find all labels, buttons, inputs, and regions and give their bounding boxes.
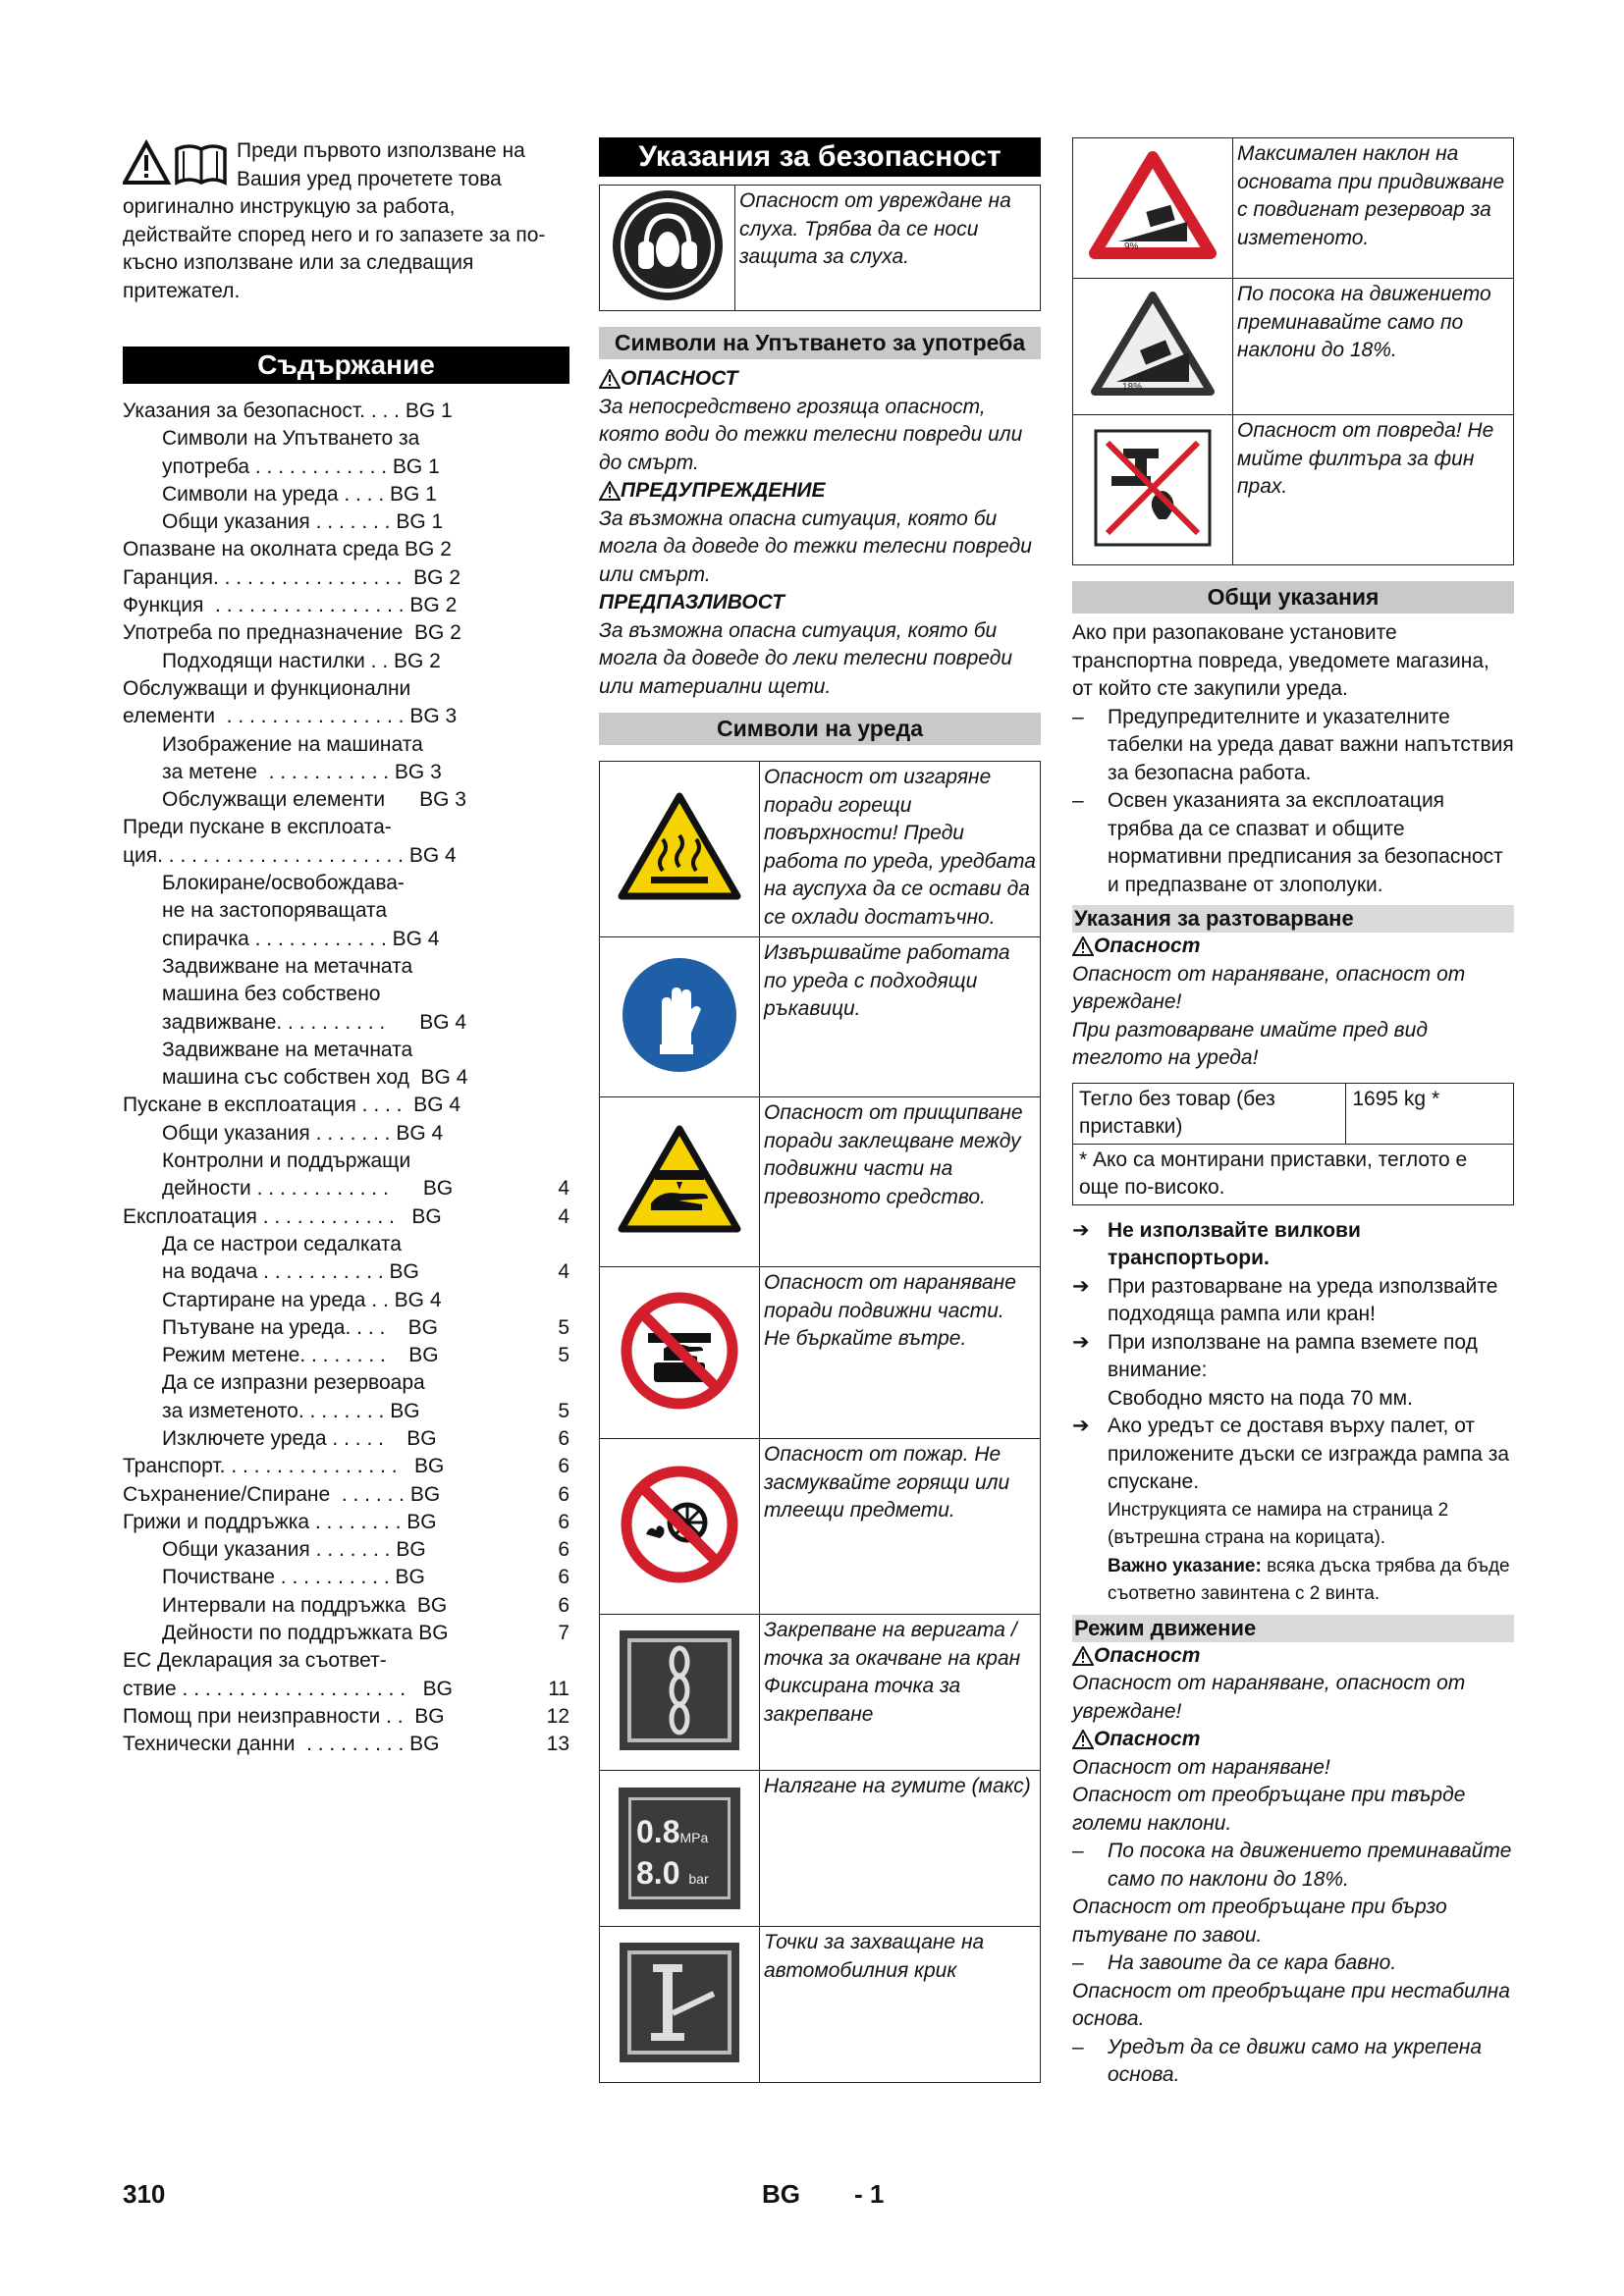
weight-note: * Ако са монтирани приставки, теглото е още по-високо. xyxy=(1073,1144,1514,1204)
warning-manual-icon xyxy=(123,139,229,188)
toc-entry xyxy=(123,1037,569,1064)
toc-entry xyxy=(123,675,569,703)
toc-entry-title: Блокиране/освобождава- xyxy=(162,872,405,895)
tyre-pressure-icon xyxy=(600,1771,760,1927)
intro-line-1: Преди първото използване на xyxy=(237,139,525,162)
warning-triangle-icon xyxy=(1072,1730,1094,1749)
warning-triangle-icon xyxy=(599,369,621,389)
arrow-item-text: При използване на рампа вземете под внимание: Свободно място на пода 70 мм. xyxy=(1108,1330,1478,1410)
footer-lang: BG xyxy=(762,2179,800,2209)
toc-entry-page: 6 xyxy=(558,1426,569,1450)
toc-entry xyxy=(123,1676,569,1703)
symbol-text-crush: Опасност от прищипване поради заклещване между подвижни части на превозното средство. xyxy=(760,1097,1041,1267)
toc-entry xyxy=(123,564,569,592)
toc-entry xyxy=(123,1231,569,1258)
drive-bullet-text: На завоите да се кара бавно. xyxy=(1108,1951,1397,1974)
symbol-text-gloves: Извършвайте работата по уреда с подходящи ръкавици. xyxy=(760,937,1041,1097)
slope-badge-18: 18% xyxy=(1122,381,1143,393)
symbol-row-tyre-pressure xyxy=(600,1771,1041,1927)
drive-bullet: – На завоите да се кара бавно. xyxy=(1072,1949,1514,1978)
page-number: 310 xyxy=(123,2179,166,2209)
symbol-row-max-slope xyxy=(1073,138,1514,279)
pressure-bar-value: 8.0 xyxy=(636,1855,680,1891)
toc-entry-title: Дейности по поддръжката BG xyxy=(162,1622,449,1645)
toc-entry xyxy=(123,1314,569,1342)
toc-entry-title: Обслужващи елементи BG 3 xyxy=(162,788,466,812)
toc-entry xyxy=(123,1092,569,1119)
toc-entry xyxy=(123,842,569,870)
toc-entry-title: Преди пускане в експлоата- xyxy=(123,816,392,839)
footer-subpage: - 1 xyxy=(854,2179,885,2209)
toc-entry xyxy=(123,897,569,925)
toc-entry-title: Символи на Упътването за xyxy=(162,427,420,451)
warning-label: ПРЕДУПРЕЖДЕНИЕ xyxy=(621,479,826,502)
no-wash-filter-icon xyxy=(1073,415,1233,565)
arrow-icon: ➔ xyxy=(1072,1415,1090,1437)
column-right xyxy=(1072,137,1514,2090)
toc-entry-title: Пускане в експлоатация . . . . BG 4 xyxy=(123,1094,461,1117)
toc-entry-page: 6 xyxy=(558,1566,569,1589)
unload-instructions xyxy=(1072,1217,1514,1609)
manual-symbols-title: Символи на Упътването за употреба xyxy=(599,327,1041,359)
toc-entry-title: ствие . . . . . . . . . . . . . . . . . . . . BG xyxy=(123,1677,453,1700)
toc-entry-title: Задвижване на метачната xyxy=(162,1038,413,1061)
general-notes-text: Ако при разопаковане установите транспортна повреда, уведомете магазина, от който сте закупили уреда. xyxy=(1072,621,1489,700)
toc-entry-title: задвижване. . . . . . . . . . BG 4 xyxy=(162,1010,467,1034)
symbol-text-tyre-pressure: Налягане на гумите (макс) xyxy=(760,1771,1041,1927)
toc-entry-page: 11 xyxy=(548,1677,569,1700)
toc-entry-title: спирачка . . . . . . . . . . . . BG 4 xyxy=(162,927,440,950)
toc-entry-title: Помощ при неизправности . . BG xyxy=(123,1704,445,1728)
toc-entry xyxy=(123,1120,569,1148)
toc-entry-title: Съхранение/Спиране . . . . . . BG xyxy=(123,1482,441,1506)
symbol-text-no-wash-filter: Опасност от повреда! Не мийте филтъра за фин прах. xyxy=(1233,415,1514,565)
toc-entry xyxy=(123,1009,569,1037)
general-bullet: – Освен указанията за експлоатация трябва да се спазват и общите нормативни предписания за безопасност и предпазване от злополуки. xyxy=(1072,787,1514,899)
table-of-contents xyxy=(123,398,569,1759)
symbol-text-chain: Закрепване на веригата / точка за окачване на кран Фиксирана точка за закрепване xyxy=(760,1615,1041,1771)
toc-entry xyxy=(123,814,569,841)
device-symbols-table xyxy=(599,761,1041,2083)
toc-entry-title: Изображение на машината xyxy=(162,732,423,756)
toc-entry-title: машина без собствено xyxy=(162,983,381,1006)
drive-bullet-text: По посока на движението преминавайте само по наклони до 18%. xyxy=(1108,1840,1512,1891)
arrow-icon: ➔ xyxy=(1072,1218,1090,1242)
toc-entry-page: 4 xyxy=(558,1204,569,1228)
gloves-icon xyxy=(600,937,760,1097)
toc-entry xyxy=(123,703,569,730)
toc-entry xyxy=(123,1342,569,1369)
toc-entry xyxy=(123,1064,569,1092)
weight-value: 1695 kg * xyxy=(1346,1083,1514,1144)
unload-danger-label: Опасност xyxy=(1094,934,1201,957)
symbol-row-chain xyxy=(600,1615,1041,1771)
drive-danger-text: Опасност от нараняване, опасност от увреждане! xyxy=(1072,1672,1466,1723)
drive-bullet: – По посока на движението преминавайте само по наклони до 18%. xyxy=(1072,1838,1514,1894)
toc-entry-page: 5 xyxy=(558,1399,569,1422)
danger-label: ОПАСНОСТ xyxy=(621,367,738,390)
warning-heading xyxy=(599,477,1041,506)
caution-text: За възможна опасна ситуация, която би могла да доведе до леки телесни повреди или материални щети. xyxy=(599,618,1013,698)
hearing-protection-table xyxy=(599,185,1041,311)
symbol-text-hot-surface: Опасност от изгаряне поради горещи повърхности! Преди работа по уреда, уредбата на ауспуха да се остави да се охлади достатъчно. xyxy=(760,762,1041,937)
important-text: всяка дъска трябва да бъде съответно завинтена с 2 винта. xyxy=(1108,1555,1510,1604)
hearing-protection-icon xyxy=(600,186,735,311)
unload-title: Указания за разтоварване xyxy=(1072,905,1514,933)
symbol-text-moving-parts: Опасност от нараняване поради подвижни части. Не бъркайте вътре. xyxy=(760,1267,1041,1439)
drive-line: Опасност от преобръщане при нестабилна основа. xyxy=(1072,1979,1510,2030)
toc-entry xyxy=(123,619,569,647)
drive-bullet-text: Уредът да се движи само на укрепена основа. xyxy=(1108,2035,1483,2086)
toc-entry-title: Да се настрои седалката xyxy=(162,1232,402,1255)
toc-entry-page: 6 xyxy=(558,1482,569,1506)
hearing-protection-text: Опасност от увреждане на слуха. Трябва да се носи защита за слуха. xyxy=(735,186,1041,311)
toc-entry xyxy=(123,1258,569,1286)
toc-entry xyxy=(123,1287,569,1314)
symbol-row-jack xyxy=(600,1927,1041,2083)
toc-entry-page: 6 xyxy=(558,1455,569,1478)
drive-lines xyxy=(1072,1754,1514,2090)
toc-entry xyxy=(123,536,569,563)
symbol-text-jack: Точки за захващане на автомобилния крик xyxy=(760,1927,1041,2083)
toc-entry xyxy=(123,648,569,675)
unload-danger-heading xyxy=(1072,933,1514,961)
drive-danger-label: Опасност xyxy=(1094,1643,1201,1667)
toc-entry-page: 4 xyxy=(558,1260,569,1284)
arrow-item-text: Ако уредът се доставя върху палет, от приложените дъски се изгражда рампа за спускане. xyxy=(1108,1415,1510,1493)
intro-block xyxy=(123,137,569,305)
toc-entry-title: машина със собствен ход BG 4 xyxy=(162,1066,468,1090)
safety-title: Указания за безопасност xyxy=(599,137,1041,177)
toc-entry xyxy=(123,759,569,786)
weight-table xyxy=(1072,1083,1514,1205)
toc-entry xyxy=(123,731,569,759)
unload-danger-text: Опасност от нараняване, опасност от увреждане! При разтоварване имайте пред вид теглото на уреда! xyxy=(1072,962,1466,1069)
no-burning-objects-icon xyxy=(600,1439,760,1615)
toc-entry xyxy=(123,1564,569,1591)
chain-attachment-icon xyxy=(600,1615,760,1771)
toc-entry-title: Грижи и поддръжка . . . . . . . . BG xyxy=(123,1510,437,1533)
drive-danger2-label: Опасност xyxy=(1094,1728,1201,1750)
pressure-bar-unit: bar xyxy=(688,1871,709,1887)
toc-entry xyxy=(123,1703,569,1731)
column-middle xyxy=(599,137,1041,2083)
symbol-row-slope-18 xyxy=(1073,279,1514,415)
symbol-row-hot-surface xyxy=(600,762,1041,937)
warning-triangle-icon xyxy=(599,481,621,501)
symbol-text-fire: Опасност от пожар. Не засмуквайте горящи или тлеещи предмети. xyxy=(760,1439,1041,1615)
arrow-item-text: При разтоварване на уреда използвайте подходяща рампа или кран! xyxy=(1108,1274,1498,1325)
toc-entry-title: Опазване на околната среда BG 2 xyxy=(123,538,452,561)
general-bullet: – Предупредителните и указателните табелки на уреда дават важни напътствия за безопасна работа. xyxy=(1072,704,1514,788)
slope-symbols-table xyxy=(1072,137,1514,565)
arrow-item-text: Не използвайте вилкови транспортьори. xyxy=(1108,1218,1361,1269)
toc-entry xyxy=(123,1509,569,1536)
symbol-text-slope-18: По посока на движението преминавайте само по наклони до 18%. xyxy=(1233,279,1514,415)
toc-entry xyxy=(123,1731,569,1758)
toc-entry-title: Да се изпразни резервоара xyxy=(162,1371,425,1395)
symbol-text-max-slope: Максимален наклон на основата при придвижване с повдигнат резервоар за изметеното. xyxy=(1233,138,1514,279)
toc-entry-page: 13 xyxy=(546,1733,569,1756)
drive-title: Режим движение xyxy=(1072,1615,1514,1642)
toc-entry xyxy=(123,508,569,536)
toc-entry-title: Общи указания . . . . . . . BG 1 xyxy=(162,510,444,534)
toc-entry-page: 7 xyxy=(558,1622,569,1645)
toc-entry-title: Режим метене. . . . . . . . BG xyxy=(162,1344,439,1367)
jack-point-icon xyxy=(600,1927,760,2083)
toc-entry-title: Експлоатация . . . . . . . . . . . . BG xyxy=(123,1204,442,1228)
warning-triangle-icon xyxy=(1072,936,1094,956)
toc-entry-title: Интервали на поддръжка BG xyxy=(162,1593,448,1617)
general-notes-title: Общи указания xyxy=(1072,581,1514,614)
arrow-item xyxy=(1072,1329,1514,1414)
toc-entry xyxy=(123,1175,569,1202)
caution-label: ПРЕДПАЗЛИВОСТ xyxy=(599,591,785,614)
no-reach-icon xyxy=(600,1267,760,1439)
pressure-mpa-value: 0.8 xyxy=(636,1814,680,1849)
toc-entry-page: 6 xyxy=(558,1538,569,1562)
toc-entry-title: Гаранция. . . . . . . . . . . . . . . . . BG 2 xyxy=(123,565,461,589)
toc-entry-title: Функция . . . . . . . . . . . . . . . . . BG 2 xyxy=(123,594,458,617)
arrow-item xyxy=(1072,1217,1514,1273)
symbol-row-fire xyxy=(600,1439,1041,1615)
toc-entry xyxy=(123,425,569,453)
toc-entry xyxy=(123,454,569,481)
crush-hazard-icon xyxy=(600,1097,760,1267)
drive-bullet: – Уредът да се движи само на укрепена основа. xyxy=(1072,2034,1514,2090)
toc-entry-page: 6 xyxy=(558,1510,569,1533)
toc-entry-title: Технически данни . . . . . . . . . BG xyxy=(123,1733,440,1756)
drive-line: Опасност от преобръщане при бързо пътуване по завои. xyxy=(1072,1896,1447,1947)
arrow-item xyxy=(1072,1273,1514,1329)
symbol-row-moving-parts xyxy=(600,1267,1041,1439)
arrow-icon: ➔ xyxy=(1072,1330,1090,1354)
toc-entry xyxy=(123,786,569,814)
important-label: Важно указание: xyxy=(1108,1555,1262,1576)
toc-entry-title: на водача . . . . . . . . . . . BG xyxy=(162,1260,419,1284)
intro-line-2: Вашия уред прочетете това xyxy=(237,167,502,190)
toc-entry xyxy=(123,1453,569,1480)
toc-entry-title: Символи на уреда . . . . BG 1 xyxy=(162,482,437,506)
toc-entry-title: Обслужващи и функционални xyxy=(123,676,411,700)
toc-entry xyxy=(123,1481,569,1509)
toc-title: Съдържание xyxy=(123,347,569,384)
toc-entry xyxy=(123,1620,569,1647)
symbol-row-crush xyxy=(600,1097,1041,1267)
toc-entry xyxy=(123,1536,569,1564)
danger-heading xyxy=(599,365,1041,394)
column-left xyxy=(123,137,569,1759)
toc-entry-title: Подходящи настилки . . BG 2 xyxy=(162,649,441,672)
toc-entry-title: Стартиране на уреда . . BG 4 xyxy=(162,1288,442,1311)
drive-line: Опасност от преобръщане при твърде големи наклони. xyxy=(1072,1784,1466,1835)
toc-entry xyxy=(123,1203,569,1231)
danger-text: За непосредствено грозяща опасност, която води до тежки телесни повреди или до смърт. xyxy=(599,395,1023,474)
toc-entry-title: Транспорт. . . . . . . . . . . . . . . . BG xyxy=(123,1455,445,1478)
toc-entry-title: Употреба по предназначение BG 2 xyxy=(123,621,461,645)
weight-label: Тегло без товар (без приставки) xyxy=(1073,1083,1346,1144)
pressure-mpa-unit: MPa xyxy=(679,1830,709,1845)
toc-entry-title: Указания за безопасност. . . . BG 1 xyxy=(123,400,453,422)
general-bullet-text: Предупредителните и указателните табелки на уреда дават важни напътствия за безопасна работа. xyxy=(1108,705,1514,784)
toc-entry-title: Общи указания . . . . . . . BG xyxy=(162,1538,426,1562)
arrow-item xyxy=(1072,1413,1514,1497)
drive-line: Опасност от нараняване! xyxy=(1072,1755,1330,1779)
toc-entry-title: дейности . . . . . . . . . . . . BG xyxy=(162,1177,454,1201)
device-symbols-title: Символи на уреда xyxy=(599,713,1041,745)
toc-entry xyxy=(123,1148,569,1175)
toc-entry xyxy=(123,926,569,953)
toc-entry xyxy=(123,1592,569,1620)
drive-danger2-heading xyxy=(1072,1726,1514,1754)
toc-entry-page: 12 xyxy=(546,1704,569,1728)
warning-text: За възможна опасна ситуация, която би могла да доведе до тежки телесни повреди или смърт. xyxy=(599,507,1032,586)
toc-entry-title: Контролни и поддържащи xyxy=(162,1149,411,1173)
toc-entry xyxy=(123,953,569,981)
toc-entry-page: 6 xyxy=(558,1593,569,1617)
toc-entry xyxy=(123,1647,569,1675)
symbol-row-no-wash-filter xyxy=(1073,415,1514,565)
slope-badge-9: 9% xyxy=(1124,240,1139,252)
slope-9-icon xyxy=(1073,138,1233,279)
toc-entry-title: елементи . . . . . . . . . . . . . . . . BG 3 xyxy=(123,705,458,728)
drive-danger-heading xyxy=(1072,1642,1514,1671)
arrow-icon: ➔ xyxy=(1072,1274,1090,1298)
toc-entry-title: Почистване . . . . . . . . . . BG xyxy=(162,1566,425,1589)
toc-entry-title: Изключете уреда . . . . . BG xyxy=(162,1426,437,1450)
toc-entry xyxy=(123,1425,569,1453)
toc-entry-title: ЕС Декларация за съответ- xyxy=(123,1649,387,1673)
warning-triangle-icon xyxy=(1072,1646,1094,1666)
toc-entry xyxy=(123,1369,569,1397)
intro-text: оригинално инструкцую за работа, действайте според него и го запазете за по-късно използване или за следващия притежател. xyxy=(123,195,546,302)
toc-entry xyxy=(123,592,569,619)
toc-entry xyxy=(123,398,569,425)
toc-entry-title: Общи указания . . . . . . . BG 4 xyxy=(162,1121,444,1145)
symbol-row-gloves xyxy=(600,937,1041,1097)
toc-entry-title: за изметеното. . . . . . . . BG xyxy=(162,1399,420,1422)
toc-entry-title: не на застопоряващата xyxy=(162,899,388,923)
toc-entry-title: ция. . . . . . . . . . . . . . . . . . . . . . BG 4 xyxy=(123,843,457,867)
hot-surface-icon xyxy=(600,762,760,937)
toc-entry-title: Пътуване на уреда. . . . BG xyxy=(162,1315,439,1339)
slope-18-icon xyxy=(1073,279,1233,415)
toc-entry xyxy=(123,870,569,897)
toc-entry-page: 5 xyxy=(558,1344,569,1367)
pallet-note: Инструкцията се намира на страница 2 (вътрешна страна на корицата). xyxy=(1108,1499,1449,1548)
toc-entry xyxy=(123,981,569,1008)
toc-entry-title: Задвижване на метачната xyxy=(162,954,413,978)
toc-entry xyxy=(123,1398,569,1425)
toc-entry-title: употреба . . . . . . . . . . . . BG 1 xyxy=(162,454,440,478)
general-bullet-text: Освен указанията за експлоатация трябва да се спазват и общите нормативни предписания за безопасност и предпазване от злополуки. xyxy=(1108,789,1503,896)
toc-entry-page: 5 xyxy=(558,1315,569,1339)
toc-entry-page: 4 xyxy=(558,1177,569,1201)
toc-entry xyxy=(123,481,569,508)
toc-entry-title: за метене . . . . . . . . . . . BG 3 xyxy=(162,760,442,783)
